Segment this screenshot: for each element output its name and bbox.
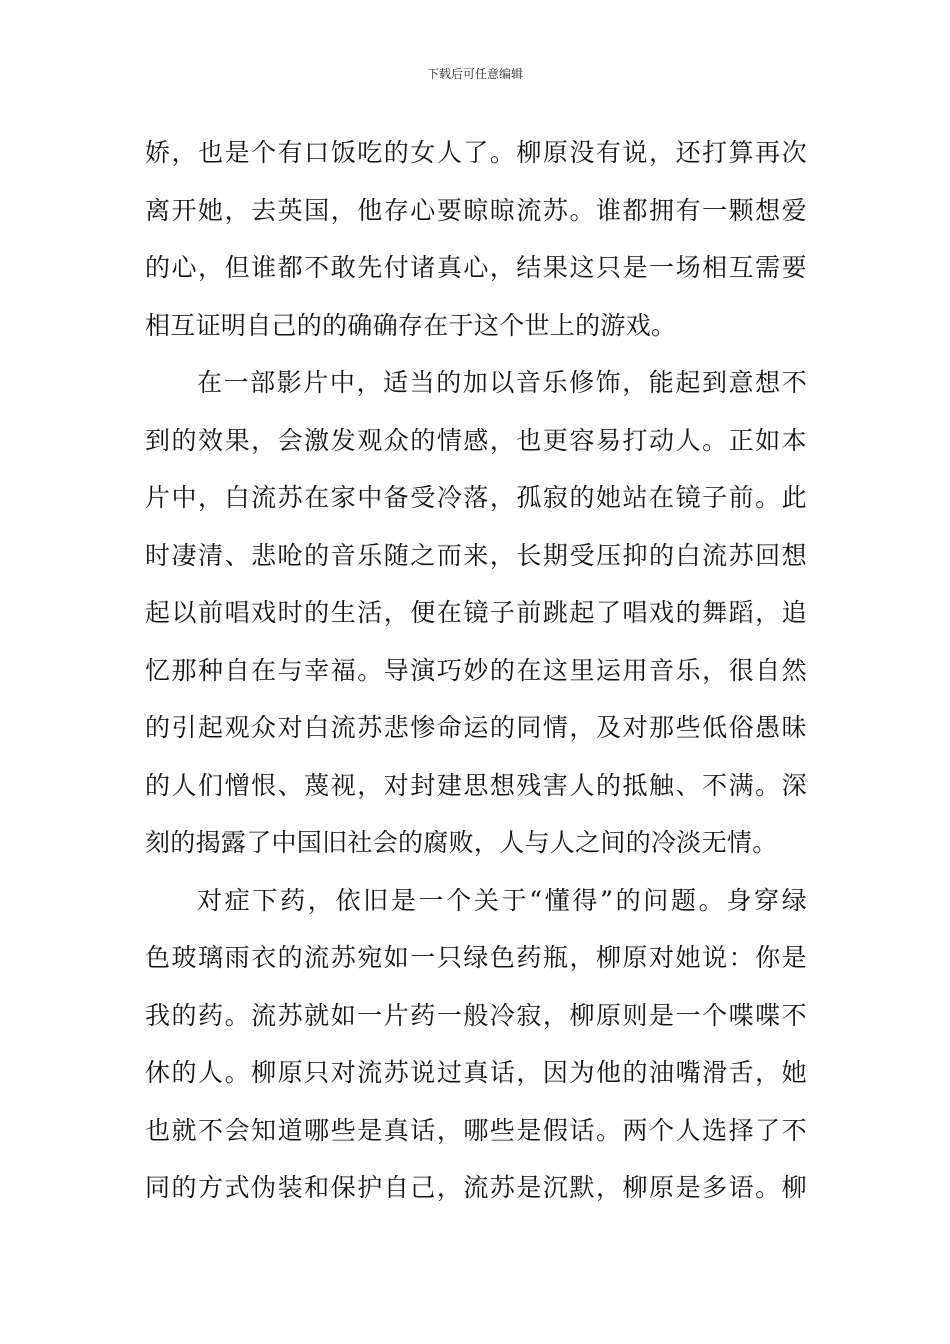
text-line: 忆那种自在与幸福。导演巧妙的在这里运用音乐，很自然	[145, 655, 807, 685]
text-line: 我的药。流苏就如一片药一般冷寂，柳原则是一个喋喋不	[145, 1000, 807, 1030]
page-header: 下载后可任意编辑	[426, 67, 523, 81]
text-line: 同的方式伪装和保护自己，流苏是沉默，柳原是多语。柳	[145, 1173, 807, 1202]
text-line: 到的效果，会激发观众的情感，也更容易打动人。正如本	[145, 425, 807, 455]
text-line: 对症下药，依旧是一个关于“懂得”的问题。身穿绿	[197, 885, 807, 915]
text-line: 的引起观众对白流苏悲惨命运的同情，及对那些低俗愚昧	[145, 713, 807, 742]
text-line: 离开她，去英国，他存心要晾晾流苏。谁都拥有一颗想爱	[145, 195, 807, 225]
text-line: 相互证明自己的的确确存在于这个世上的游戏。	[145, 310, 677, 340]
text-line: 的心，但谁都不敢先付诸真心，结果这只是一场相互需要	[145, 253, 807, 282]
text-line: 刻的揭露了中国旧社会的腐败，人与人之间的冷淡无情。	[145, 828, 778, 857]
document-body	[145, 124, 807, 1217]
text-line: 时凄清、悲呛的音乐随之而来，长期受压抑的白流苏回想	[145, 540, 807, 570]
text-line: 的人们憎恨、蔑视，对封建思想残害人的抵触、不满。深	[145, 770, 807, 800]
text-line: 色玻璃雨衣的流苏宛如一只绿色药瓶，柳原对她说：你是	[145, 943, 807, 972]
text-line: 休的人。柳原只对流苏说过真话，因为他的油嘴滑舌，她	[145, 1058, 807, 1087]
text-line: 娇，也是个有口饭吃的女人了。柳原没有说，还打算再次	[145, 138, 807, 167]
text-line: 片中，白流苏在家中备受冷落，孤寂的她站在镜子前。此	[145, 483, 807, 512]
text-line: 起以前唱戏时的生活，便在镜子前跳起了唱戏的舞蹈，追	[145, 598, 807, 627]
text-line: 在一部影片中，适当的加以音乐修饰，能起到意想不	[197, 368, 807, 397]
text-line: 也就不会知道哪些是真话，哪些是假话。两个人选择了不	[145, 1115, 807, 1145]
